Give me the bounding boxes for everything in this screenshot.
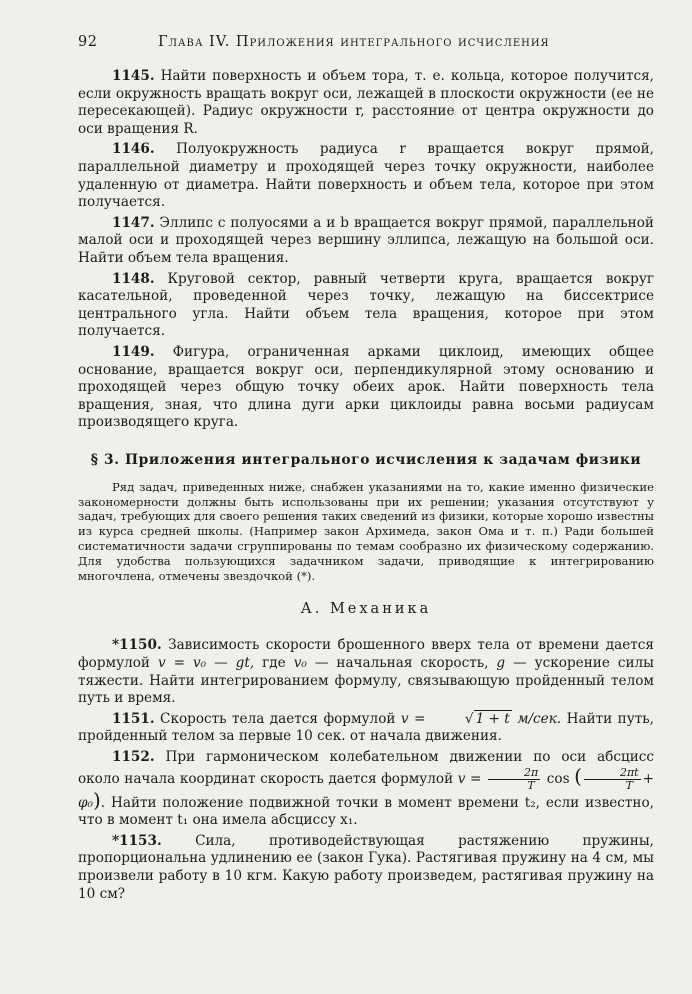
symbol-v0: v₀ <box>293 655 307 672</box>
problem-1152: 1152. При гармоническом колебательном движении по оси абсцисс около начала координат скорость дается формулой v = $\frac{2\pi}{T}$ cos ( $\frac{2\pi t}{T}$ + φ₀). Найти положение подвижной точки в момент времени t₂, если известно, что в момент t₁ она имела абсциссу x₁. <box>78 749 654 829</box>
fraction-denominator: T <box>625 778 633 792</box>
problem-1150 <box>78 637 654 707</box>
section-intro: Ряд задач, приведенных ниже, снабжен указаниями на то, какие именно физические закономерности должны быть использованы при их решении; указания отсутствуют у задач, требующих для своего решения таких сведений из физики, которые хорошо известны из курса средней школы. (Например закон Архимеда, закон Ома и т. п.) Ради большей систематичности задачи сгруппированы по темам сообразно их физическому содержанию. Для удобства пользующихся задачником задачи, приводящие к интегрированию многочлена, отмечены звездочкой (*). <box>78 479 654 583</box>
velocity-unit: м/сек. <box>517 710 562 727</box>
left-paren: ( <box>574 763 582 788</box>
formula-lhs: v = <box>400 710 426 727</box>
problem-text: Сила, противодействующая растяжению пружины, пропорциональна удлинению ее (закон Гука). Растягивая пружину на 4 см, мы произвели работу в 10 кгм. Какую работу произведем, растягивая пружину на 10 см? <box>78 832 655 902</box>
problem-number: 1145. <box>112 68 155 84</box>
page-number: 92 <box>78 34 98 50</box>
formula-lhs: v = <box>457 770 482 787</box>
problem-1151 <box>78 711 654 746</box>
fraction-denominator: T <box>527 778 535 792</box>
fraction-numerator: 2πt <box>584 767 641 780</box>
problem-text: — ускорение силы тяжести. Найти интегрированием формулу, связывающую пройденный телом путь и время. <box>78 655 654 707</box>
problem-text: Зависимость скорости брошенного вверх тела от времени дается формулой <box>78 637 654 672</box>
problem-text: Эллипс с полуосями a и b вращается вокруг прямой, параллельной малой оси и проходящей через вершину эллипса, лежащую на большой оси. Найти объем тела вращения. <box>78 214 654 266</box>
problem-text: Найти поверхность и объем тора, т. е. кольца, которое получится, если окружность вращать вокруг оси, лежащей в плоскости окружности (ее не пересекающей). Радиус окружности r, расстояние от центра окружности до оси вращения R. <box>78 68 654 137</box>
chapter-title: Глава IV. Приложения интегрального исчисления <box>158 34 550 50</box>
problem-1146 <box>78 141 654 211</box>
fraction-2pi-over-T <box>488 767 540 792</box>
problem-text: Скорость тела дается формулой <box>160 710 396 727</box>
problem-number: *1150. <box>112 637 162 654</box>
cos-function: cos <box>546 770 570 787</box>
problem-number: 1149. <box>112 343 155 360</box>
section-heading: § 3. Приложения интегрального исчисления к задачам физики <box>90 451 642 468</box>
phase-term: + φ₀ <box>78 770 654 811</box>
problem-text: Круговой сектор, равный четверти круга, вращается вокруг касательной, проведенной через точку, лежащую на биссектрисе центрального угла. Найти объем тела вращения, которое при этом получается. <box>78 270 654 340</box>
problem-1148 <box>78 271 654 341</box>
fraction-numerator: 2π <box>488 767 540 780</box>
problem-number: 1148. <box>112 270 155 287</box>
problem-text: Фигура, ограниченная арками циклоид, имеющих общее основание, вращается вокруг оси, перпендикулярной этому основанию и проходящей через общую точку обеих арок. Найти поверхность тела вращения, зная, что длина дуги арки циклоиды равна восьми радиусам производящего круга. <box>78 343 654 431</box>
problem-text: Найти положение подвижной точки в момент времени t₂, если известно, что в момент t₁ она имела абсциссу x₁. <box>78 794 654 829</box>
velocity-formula: v = v₀ — gt, <box>157 655 255 672</box>
subsection-heading: А. Механика <box>300 601 432 618</box>
problem-1149 <box>78 344 654 432</box>
problem-number: *1153. <box>112 832 162 849</box>
problem-number: 1151. <box>112 710 155 727</box>
problem-text: где <box>262 655 286 672</box>
problem-number: 1152. <box>112 749 155 766</box>
problem-text: При гармоническом колебательном движении по оси абсцисс около начала координат скорость дается формулой <box>78 749 654 787</box>
sqrt-expression <box>431 711 512 729</box>
problem-text: Полуокружность радиуса r вращается вокруг прямой, параллельной диаметру и проходящей через точку окружности, наиболее удаленную от диаметра. Найти поверхность и объем тела, которое при этом получается. <box>78 141 655 211</box>
problem-number: 1147. <box>112 214 155 231</box>
problem-1153 <box>78 833 654 903</box>
sqrt-radicand: 1 + t <box>475 710 510 727</box>
fraction-2pit-over-T <box>584 767 641 792</box>
problem-1145 <box>78 68 654 138</box>
symbol-g: g <box>496 655 506 672</box>
sqrt-sign: √ <box>464 710 474 727</box>
problem-1147 <box>78 215 654 268</box>
problem-text: Найти путь, пройденный телом за первые 10 сек. от начала движения. <box>78 710 654 745</box>
right-paren: ) <box>92 787 101 812</box>
problem-number: 1146. <box>112 141 155 158</box>
problem-text: — начальная скорость, <box>314 655 489 672</box>
running-head <box>78 34 654 50</box>
